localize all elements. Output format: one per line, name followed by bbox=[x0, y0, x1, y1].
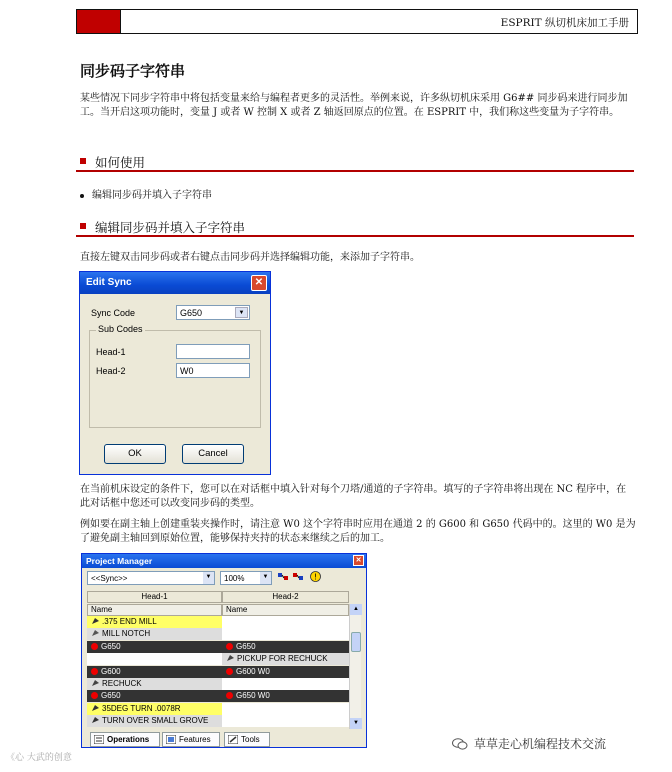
section-bullet-square bbox=[80, 223, 86, 229]
project-manager-window bbox=[81, 553, 367, 748]
table-row-cell-head2[interactable] bbox=[222, 690, 349, 702]
pm-title: Project Manager bbox=[86, 556, 153, 566]
table-row-cell-head1[interactable] bbox=[87, 641, 222, 653]
section-title: 如何使用 bbox=[95, 155, 146, 170]
header-title: ESPRIT 纵切机床加工手册 bbox=[500, 17, 629, 29]
ok-button[interactable]: OK bbox=[104, 444, 166, 464]
dialog-titlebar bbox=[80, 272, 270, 294]
row-label: PICKUP FOR RECHUCK bbox=[237, 654, 328, 664]
sync-link-icon[interactable] bbox=[293, 571, 304, 582]
table-row-cell-head2[interactable] bbox=[222, 666, 349, 678]
table-row-cell-head1[interactable] bbox=[87, 616, 222, 628]
footer-brand-text: 草草走心机编程技术交流 bbox=[474, 737, 607, 751]
table-row-cell-head1[interactable] bbox=[87, 703, 222, 715]
tab-operations[interactable] bbox=[90, 732, 160, 747]
row-label: G600 bbox=[101, 666, 121, 676]
table-row-cell-head2[interactable] bbox=[222, 653, 349, 665]
bullet-dot bbox=[80, 194, 84, 198]
footer-brand bbox=[452, 735, 606, 752]
tab-label: Features bbox=[179, 735, 211, 744]
warning-icon[interactable] bbox=[310, 571, 321, 582]
section-edit-sync bbox=[76, 216, 634, 237]
sync-dot-icon bbox=[91, 668, 98, 675]
endmill-icon bbox=[91, 617, 100, 625]
row-label: G650 bbox=[101, 641, 121, 651]
row-label: MILL NOTCH bbox=[102, 629, 151, 639]
row-label: G600 W0 bbox=[236, 666, 270, 676]
zoom-value: 100% bbox=[224, 574, 245, 583]
section-title: 编辑同步码并填入子字符串 bbox=[95, 220, 246, 235]
tab-label: Operations bbox=[107, 735, 150, 744]
row-label: .375 END MILL bbox=[102, 617, 157, 626]
row-label: G650 bbox=[236, 641, 256, 651]
section-bullet-square bbox=[80, 158, 86, 164]
cancel-button[interactable]: Cancel bbox=[182, 444, 244, 464]
pm-titlebar bbox=[82, 554, 366, 568]
section-how-to-use bbox=[76, 151, 634, 172]
group-label: Sub Codes bbox=[98, 324, 143, 334]
sync-add-icon[interactable] bbox=[278, 571, 289, 582]
scroll-thumb[interactable] bbox=[351, 632, 361, 652]
close-icon[interactable]: ✕ bbox=[353, 555, 364, 566]
scrollbar[interactable] bbox=[349, 604, 361, 729]
name-header-right[interactable]: Name bbox=[222, 604, 349, 616]
footer-watermark: 《心 大武的创意 bbox=[6, 753, 72, 763]
name-header-left[interactable]: Name bbox=[87, 604, 222, 616]
sync-dot-icon bbox=[91, 643, 98, 650]
wechat-icon bbox=[452, 738, 468, 750]
table-row-cell-head2[interactable] bbox=[222, 703, 349, 715]
sync-code-value: G650 bbox=[180, 308, 203, 318]
table-row-cell-head1[interactable] bbox=[87, 715, 222, 727]
scroll-down-icon[interactable]: ▼ bbox=[350, 718, 362, 729]
header-red-block bbox=[77, 10, 121, 33]
column-head2[interactable]: Head-2 bbox=[222, 591, 349, 603]
chevron-down-icon[interactable]: ▼ bbox=[260, 572, 271, 584]
table-row-cell-head2[interactable] bbox=[222, 616, 349, 628]
close-icon[interactable]: ✕ bbox=[251, 275, 267, 291]
svg-text:!: ! bbox=[313, 572, 318, 582]
tab-features[interactable] bbox=[162, 732, 220, 747]
mill-icon bbox=[91, 629, 100, 637]
sync-dot-icon bbox=[226, 692, 233, 699]
table-row-cell-head2[interactable] bbox=[222, 628, 349, 640]
table-row-cell-head2[interactable] bbox=[222, 641, 349, 653]
after-dialog-paragraph: 在当前机床设定的条件下，您可以在对话框中填入针对每个刀塔/通道的子字符串。填写的子字符串将出现在 NC 程序中，在此对话框中您还可以改变同步码的类型。 bbox=[80, 484, 627, 509]
sync-filter-select[interactable] bbox=[87, 571, 215, 585]
tab-tools[interactable] bbox=[224, 732, 270, 747]
column-head1[interactable]: Head-1 bbox=[87, 591, 222, 603]
table-row-cell-head1[interactable] bbox=[87, 678, 222, 690]
head1-input[interactable] bbox=[176, 344, 250, 359]
dialog-title: Edit Sync bbox=[86, 277, 132, 288]
sync-dot-icon bbox=[226, 668, 233, 675]
features-icon bbox=[166, 735, 176, 744]
intro-paragraph: 某些情况下同步字符串中将包括变量来给与编程者更多的灵活性。举例来说，许多纵切机床采用 G6## 同步码来进行同步加工。当开启这项功能时，变量 J 或者 W 控制 X 或者 Z 轴返回原点的位置。在 ESPRIT 中，我们称这些变量为子字符串。 bbox=[80, 93, 628, 118]
tools-icon bbox=[228, 735, 238, 744]
sync-code-select[interactable] bbox=[176, 305, 250, 320]
sync-dot-icon bbox=[91, 692, 98, 699]
example-paragraph: 例如要在副主轴上创建重装夹操作时，请注意 W0 这个字符串时应用在通道 2 的 G600 和 G650 代码中的。这里的 W0 是为了避免副主轴回到原始位置，能够保持夹持的状态来继续之后的加工。 bbox=[80, 519, 636, 544]
row-label: 35DEG TURN .0078R bbox=[102, 703, 181, 713]
head2-label: Head-2 bbox=[96, 366, 126, 376]
head2-input[interactable]: W0 bbox=[176, 363, 250, 378]
tab-label: Tools bbox=[241, 735, 260, 744]
sub-codes-group bbox=[89, 324, 261, 428]
table-row-cell-head1[interactable] bbox=[87, 653, 222, 665]
table-row-cell-head2[interactable] bbox=[222, 678, 349, 690]
scroll-up-icon[interactable]: ▲ bbox=[350, 604, 362, 615]
table-row-cell-head2[interactable] bbox=[222, 715, 349, 727]
sync-dot-icon bbox=[226, 643, 233, 650]
bullet-text: 编辑同步码并填入子字符串 bbox=[92, 190, 212, 201]
rechuck-icon bbox=[91, 679, 100, 687]
chevron-down-icon[interactable]: ▼ bbox=[235, 307, 248, 318]
turn-icon bbox=[91, 716, 100, 724]
row-label: RECHUCK bbox=[102, 679, 142, 688]
page-title: 同步码子字符串 bbox=[80, 62, 186, 80]
sync-code-label: Sync Code bbox=[91, 308, 136, 318]
edit-sync-dialog bbox=[79, 271, 271, 475]
row-label: G650 bbox=[101, 691, 121, 701]
turn-tool-icon bbox=[91, 704, 100, 712]
sync-filter-value: <<Sync>> bbox=[91, 574, 128, 583]
table-row-cell-head1[interactable] bbox=[87, 628, 222, 640]
pickup-icon bbox=[226, 654, 235, 662]
row-label: G650 W0 bbox=[236, 691, 270, 701]
operations-icon bbox=[94, 735, 104, 744]
head1-label: Head-1 bbox=[96, 347, 126, 357]
row-label: TURN OVER SMALL GROVE bbox=[102, 716, 209, 726]
zoom-select[interactable] bbox=[220, 571, 272, 585]
page-header bbox=[76, 9, 638, 34]
table-row-cell-head1[interactable] bbox=[87, 690, 222, 702]
bullet-item bbox=[80, 186, 212, 201]
table-row-cell-head1[interactable] bbox=[87, 666, 222, 678]
edit-paragraph: 直接左键双击同步码或者右键点击同步码并选择编辑功能，来添加子字符串。 bbox=[80, 252, 420, 263]
chevron-down-icon[interactable]: ▼ bbox=[203, 572, 214, 584]
